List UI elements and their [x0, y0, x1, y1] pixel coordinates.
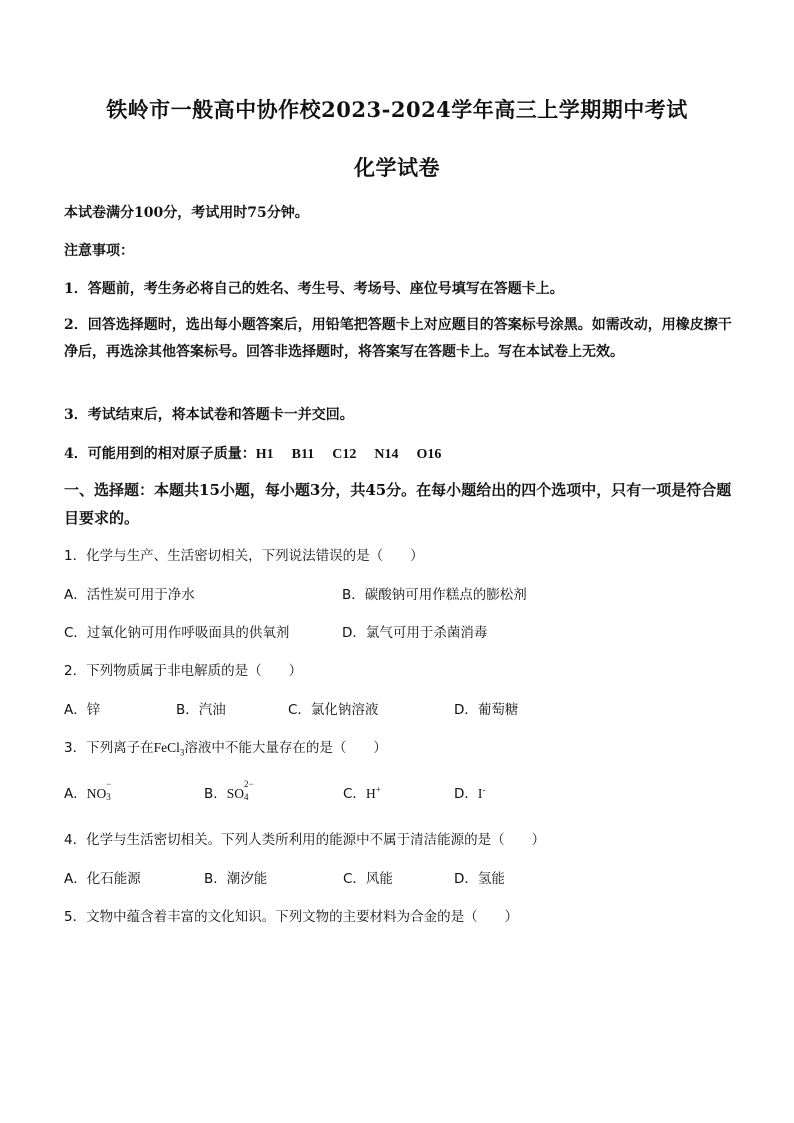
question-3-stem-after: 溶液中不能大量存在的是（ ） — [184, 740, 387, 756]
atomic-mass-prefix: 4．可能用到的相对原子质量： — [64, 446, 256, 462]
note-2: 2．回答选择题时，选出每小题答案后，用铅笔把答题卡上对应题目的答案标号涂黑。如需改动，用橡皮擦干净后，再选涂其他答案标号。回答非选择题时，将答案写在答题卡上。写在本试卷上无效。 — [64, 317, 732, 360]
question-1-option-b: B．碳酸钠可用作糕点的膨松剂 — [342, 587, 527, 603]
question-4-option-b: B．潮汐能 — [204, 871, 268, 887]
question-2-stem: 2．下列物质属于非电解质的是（ ） — [64, 663, 303, 679]
sulfate-formula: SO — [226, 786, 245, 801]
question-4-option-c: C．风能 — [343, 871, 393, 887]
option-a-label: A． — [64, 786, 87, 802]
notice-heading: 注意事项： — [64, 243, 134, 259]
atomic-mass-c: C12 — [332, 447, 357, 462]
question-3-option-c — [343, 782, 381, 802]
hydrogen-ion-formula: H — [365, 786, 376, 801]
question-3-option-a — [64, 778, 114, 802]
question-4-stem: 4．化学与生活密切相关。下列人类所利用的能源中不属于清洁能源的是（ ） — [64, 832, 546, 848]
question-1-stem: 1．化学与生产、生活密切相关，下列说法错误的是（ ） — [64, 548, 424, 564]
atomic-mass-o: O16 — [416, 447, 442, 462]
hydrogen-ion-charge: + — [375, 784, 381, 795]
note-3: 3．考试结束后，将本试卷和答题卡一并交回。 — [64, 407, 354, 423]
question-3-stem-before: 3．下列离子在 — [64, 740, 154, 756]
nitrate-formula: NO — [86, 786, 107, 801]
fecl-formula: FeCl — [153, 740, 180, 755]
question-4-option-d: D．氢能 — [454, 871, 505, 887]
question-2-option-a: A．锌 — [64, 702, 101, 718]
question-3-option-d — [454, 782, 485, 802]
fecl-subscript: 3 — [179, 747, 185, 758]
note-1: 1．答题前，考生务必将自己的姓名、考生号、考场号、座位号填写在答题卡上。 — [64, 281, 564, 297]
option-b-label: B． — [204, 786, 227, 802]
sulfate-subscript: 4 — [244, 791, 249, 802]
question-1-option-d: D．氯气可用于杀菌消毒 — [342, 625, 488, 641]
nitrate-subscript: 3 — [106, 791, 111, 802]
question-1-option-c: C．过氧化钠可用作呼吸面具的供氧剂 — [64, 625, 290, 641]
question-3-formula — [153, 740, 185, 758]
question-4-option-a: A．化石能源 — [64, 871, 141, 887]
atomic-mass-b: B11 — [291, 447, 315, 462]
option-c-label: C． — [343, 786, 366, 802]
atomic-mass-h: H1 — [255, 447, 274, 462]
option-d-label: D． — [454, 786, 478, 802]
section-1-heading: 一、选择题：本题共15小题，每小题3分，共45分。在每小题给出的四个选项中，只有一项是符合题目要求的。 — [64, 481, 732, 527]
question-2-option-d: D．葡萄糖 — [454, 702, 519, 718]
question-5-stem: 5．文物中蕴含着丰富的文化知识。下列文物的主要材料为合金的是（ ） — [64, 909, 519, 925]
question-3-option-b — [204, 778, 258, 802]
iodide-charge: - — [482, 784, 486, 795]
iodide-formula: I — [477, 786, 483, 801]
note-4-atomic-masses — [64, 443, 441, 463]
question-1-option-a: A．活性炭可用于净水 — [64, 587, 195, 603]
atomic-mass-n: N14 — [374, 447, 399, 462]
question-2-option-c: C．氯化钠溶液 — [288, 702, 379, 718]
question-2-option-b: B．汽油 — [176, 702, 226, 718]
exam-subtitle: 化学试卷 — [354, 155, 440, 180]
nitrate-charge: − — [106, 778, 112, 789]
exam-title: 铁岭市一般高中协作校2023-2024学年高三上学期期中考试 — [106, 97, 688, 122]
sulfate-charge: 2− — [244, 778, 254, 789]
score-line: 本试卷满分100分，考试用时75分钟。 — [64, 205, 309, 221]
question-3-stem — [64, 736, 387, 758]
